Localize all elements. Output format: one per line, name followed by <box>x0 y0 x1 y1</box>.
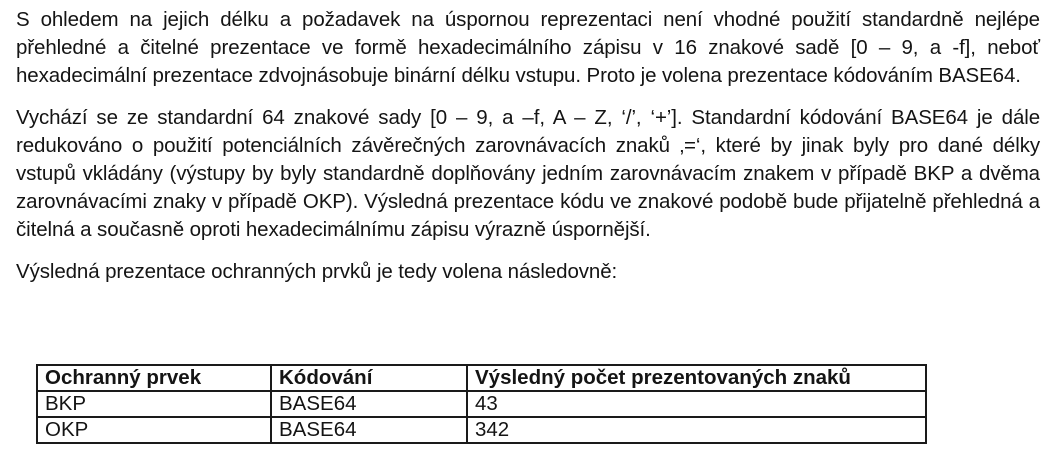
protection-elements-table <box>36 364 927 444</box>
cell-character-count: 43 <box>467 391 926 417</box>
cell-encoding: BASE64 <box>271 391 467 417</box>
table-intro-text: Výsledná prezentace ochranných prvků je tedy volena následovně: <box>16 260 618 283</box>
table-row <box>37 417 926 443</box>
header-protection-element: Ochranný prvek <box>37 365 271 391</box>
cell-protection-element: BKP <box>37 391 271 417</box>
header-encoding: Kódování <box>271 365 467 391</box>
header-character-count: Výsledný počet prezentovaných znaků <box>467 365 926 391</box>
table-row <box>37 391 926 417</box>
cell-protection-element: OKP <box>37 417 271 443</box>
cell-character-count: 342 <box>467 417 926 443</box>
document-page <box>16 6 1040 298</box>
table-header-row <box>37 365 926 391</box>
paragraph-base64-details: Vychází se ze standardní 64 znakové sady [0 – 9, a –f, A – Z, ‘/’, ‘+’]. Standardní kódování BASE64 je dále redukováno o použití potenciálních závěrečných zarovnávacích znaků ‚=‘, které by jinak byly pro dané délky vstupů vkládány (výstupy by byly standardně doplňovány jedním zarovnávacím znakem v případě BKP a dvěma zarovnávacími znaky v případě OKP). Výsledná prezentace kódu ve znakové podobě bude přijatelně přehledná a čitelná a současně oproti hexadecimálnímu zápisu výrazně úspornější. <box>16 106 1040 241</box>
paragraph-encoding-rationale: S ohledem na jejich délku a požadavek na úspornou reprezentaci není vhodné použití standardně nejlépe přehledné a čitelné prezentace ve formě hexadecimálního zápisu v 16 znakové sadě [0 – 9, a -f], neboť hexadecimální prezentace zdvojnásobuje binární délku vstupu. Proto je volena prezentace kódováním BASE64. <box>16 8 1040 87</box>
cell-encoding: BASE64 <box>271 417 467 443</box>
